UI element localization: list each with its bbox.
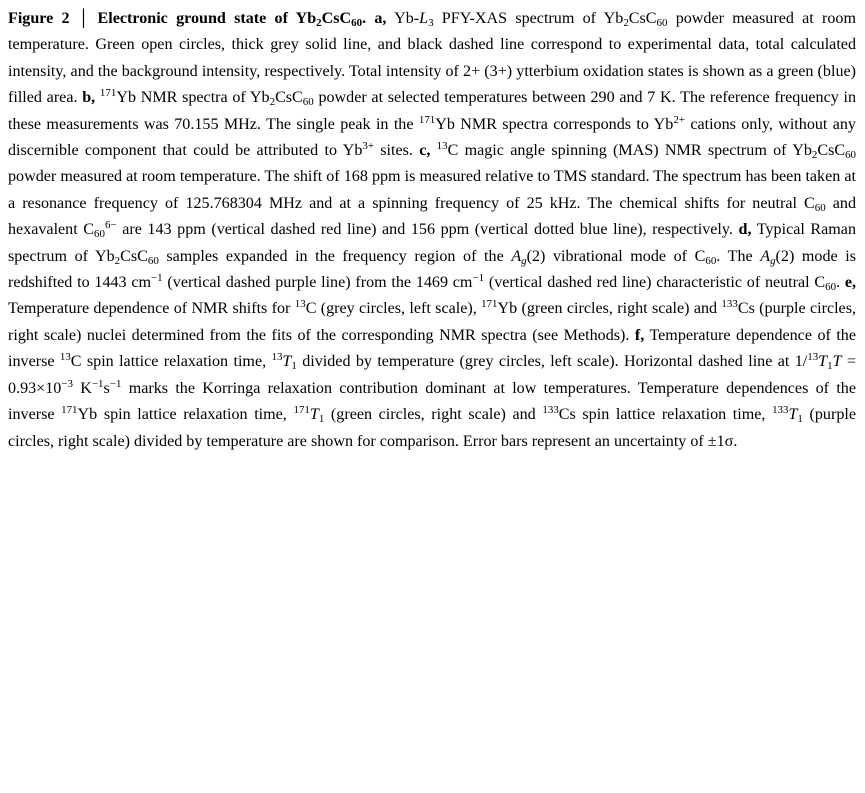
panel-b-label: b, [82,89,96,107]
panel-a-text: a, $Yb-L_3$ PFY-XAS spectrum of $Yb_2CsC_{60}$ powder measured at room temperature. Green open circles, thick grey solid line, and black dashed line correspond to experimental data, total calculated intensity, and the background intensity, respectively. Total intensity of 2+ (3+) ytterbium oxidation states is shown as a green (blue) filled area. [8,10,856,107]
panel-e-text: e, Temperature dependence of NMR shifts for $^{13}$C (grey circles, left scale), $^{171}$Yb (green circles, right scale) and $^{133}$Cs (purple circles, right scale) nuclei determined from the fits of the corresponding NMR spectra (see Methods). [8,274,857,344]
panel-f-label: f, [634,326,645,344]
panel-b-text: b, $^{171}$Yb NMR spectra of $Yb_2CsC_{60}$ powder at selected temperatures between 290 and 7 K. The reference frequency in these measurements was 70.155 MHz. The single peak in the $^{171}$Yb NMR spectra corresponds to $Yb^{2+}$ cations only, without any discernible component that could be attributed to $Yb^{3+}$ sites. [8,87,856,160]
panel-c-text: c, $^{13}$C magic angle spinning (MAS) NMR spectrum of $Yb_2CsC_{60}$ powder measured at room temperature. The shift of 168 ppm is measured relative to TMS standard. The spectrum has been taken at a resonance frequency of 125.768304 MHz and at a spinning frequency of 25 kHz. The chemical shifts for neutral $C_{60}$ and hexavalent $C_{60}^{6-}$ are 143 ppm (vertical dashed red line) and 156 ppm (vertical dotted blue line), respectively. [8,140,857,241]
panel-d-text: d, Typical Raman spectrum of $Yb_2CsC_{60}$ samples expanded in the frequency region of the $A_g(2)$ vibrational mode of $C_{60}$. The $A_g(2)$ mode is redshifted to 1443 $cm^{-1}$ (vertical dashed purple line) from the 1469 $cm^{-1}$ (vertical dashed red line) characteristic of neutral $C_{60}$. [8,221,856,294]
panel-a-label: a, [374,10,387,27]
caption-heading: Figure 2 │ Electronic ground state of $Yb_2CsC_{60}$. [8,10,367,30]
panel-c-label: c, [419,142,431,160]
figure-caption [8,6,856,455]
panel-d-label: d, [738,221,752,239]
panel-e-label: e, [844,274,857,292]
panel-f-text: f, Temperature dependence of the inverse $^{13}$C spin lattice relaxation time, $^{13}T_1$ divided by temperature (grey circles, left scale). Horizontal dashed line at $1/^{13}T_1T = 0.93\times 10^{-3}$ $K^{-1}s^{-1}$ marks the Korringa relaxation contribution dominant at low temperatures. Temperature dependences of the inverse $^{171}$Yb spin lattice relaxation time, $^{171}T_1$ (green circles, right scale) and $^{133}$Cs spin lattice relaxation time, $^{133}T_1$ (purple circles, right scale) divided by temperature are shown for comparison. Error bars represent an uncertainty of ±1σ. [8,326,856,450]
